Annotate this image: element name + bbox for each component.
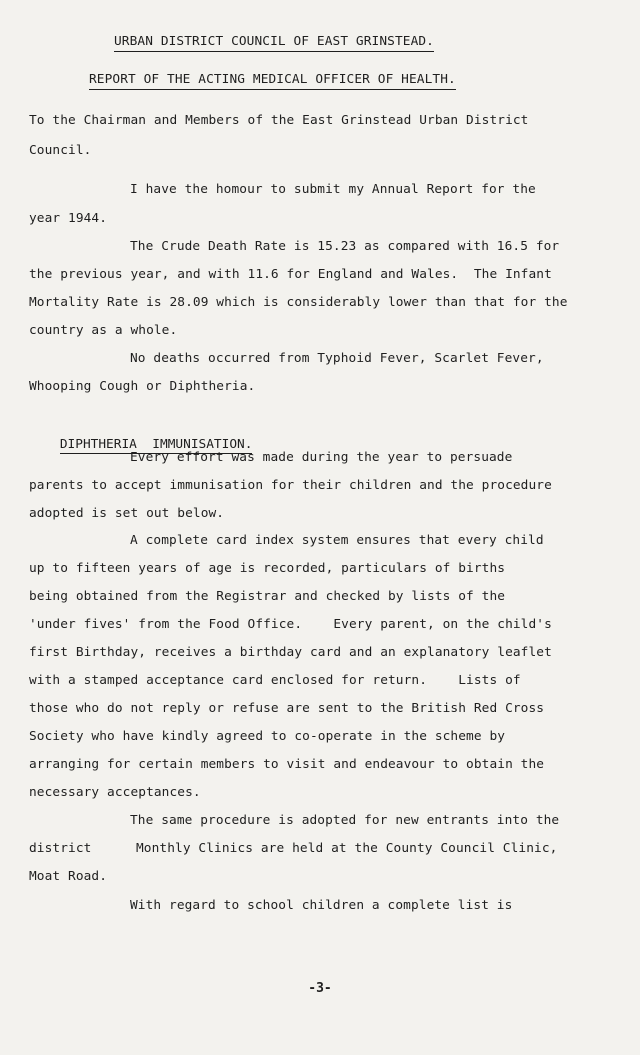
para6-line-2-right: Monthly Clinics are held at the County Council Clinic, (136, 841, 558, 856)
section-heading-word-1: DIPHTHERIA (59, 437, 137, 452)
section-heading-word-2: IMMUNISATION. (152, 437, 253, 452)
para3-line-2: Whooping Cough or Diphtheria. (29, 379, 256, 394)
council-heading: URBAN DISTRICT COUNCIL OF EAST GRINSTEAD. (114, 34, 434, 52)
para3-line-1: No deaths occurred from Typhoid Fever, Scarlet Fever, (130, 351, 544, 366)
para5-line-6: with a stamped acceptance card enclosed for return. Lists of (29, 673, 521, 688)
para5-line-7: those who do not reply or refuse are sent to the British Red Cross (29, 701, 545, 716)
salutation-line-2: Council. (29, 143, 92, 158)
para4-line-3: adopted is set out below. (29, 506, 225, 521)
para6-line-2-left: district (29, 841, 92, 856)
para5-line-3: being obtained from the Registrar and checked by lists of the (29, 589, 506, 604)
para6-line-1: The same procedure is adopted for new entrants into the (130, 813, 560, 828)
para5-line-4: 'under fives' from the Food Office. Every parent, on the child's (29, 617, 552, 632)
report-heading: REPORT OF THE ACTING MEDICAL OFFICER OF HEALTH. (89, 72, 456, 90)
para5-line-9: arranging for certain members to visit and endeavour to obtain the (29, 757, 545, 772)
page-number: -3- (308, 981, 332, 996)
para5-line-8: Society who have kindly agreed to co-operate in the scheme by (29, 729, 506, 744)
para2-line-1: The Crude Death Rate is 15.23 as compared with 16.5 for (130, 239, 560, 254)
para5-line-2: up to fifteen years of age is recorded, particulars of births (29, 561, 506, 576)
para5-line-10: necessary acceptances. (29, 785, 201, 800)
para4-line-1: Every effort was made during the year to persuade (130, 450, 513, 465)
para5-line-1: A complete card index system ensures that every child (130, 533, 544, 548)
para7-line-1: With regard to school children a complete list is (130, 898, 513, 913)
para4-line-2: parents to accept immunisation for their children and the procedure (29, 478, 552, 493)
para5-line-5: first Birthday, receives a birthday card and an explanatory leaflet (29, 645, 552, 660)
para2-line-2: the previous year, and with 11.6 for England and Wales. The Infant (29, 267, 552, 282)
salutation-line-1: To the Chairman and Members of the East Grinstead Urban District (29, 113, 529, 128)
para1-line-2: year 1944. (29, 211, 108, 226)
para1-line-1: I have the homour to submit my Annual Report for the (130, 182, 536, 197)
para2-line-4: country as a whole. (29, 323, 178, 338)
para6-line-3: Moat Road. (29, 869, 108, 884)
para2-line-3: Mortality Rate is 28.09 which is considerably lower than that for the (29, 295, 568, 310)
